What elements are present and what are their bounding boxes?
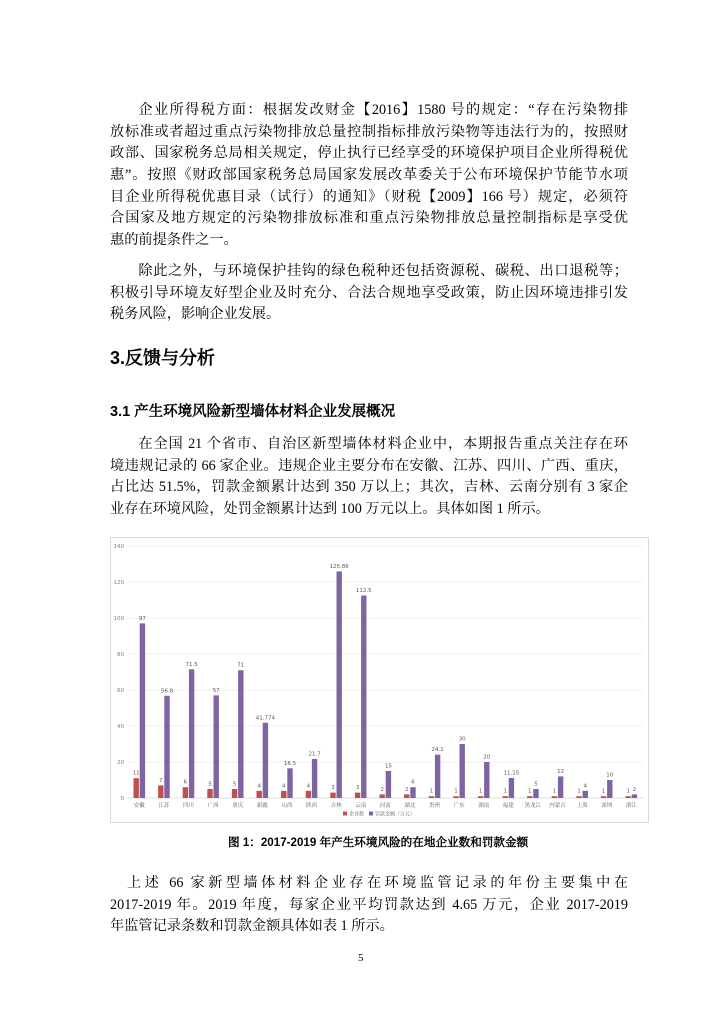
data-label-count: 1: [552, 788, 557, 795]
paragraph-line: 惠的前提条件之一。: [110, 232, 238, 249]
legend-label: 罚款金额（万元）: [375, 811, 416, 818]
x-tick-label: 黑龙江: [524, 803, 542, 809]
bar-enterprise-count: [183, 787, 188, 798]
data-label-count: 4: [257, 783, 261, 790]
paragraph-line: 占比达 51.5%，罚款金额累计达到 350 万以上；其次，吉林、云南分别有 3 家企: [110, 479, 628, 496]
legend-label: 企业数: [349, 811, 365, 818]
paragraph-income-tax: [110, 100, 628, 252]
y-tick-label: 140: [113, 544, 124, 550]
data-label-fine: 10: [606, 772, 614, 779]
bar-enterprise-count: [527, 796, 532, 798]
bar-enterprise-count: [453, 796, 458, 798]
bar-enterprise-count: [404, 794, 409, 798]
bar-enterprise-count: [330, 793, 335, 798]
data-label-fine: 24.1: [431, 747, 444, 754]
data-label-fine: 125.86: [329, 563, 349, 570]
paragraph-line: 2017-2019 年。2019 年度，每家企业平均罚款达到 4.65 万元，企业 2017-2019: [110, 896, 628, 913]
bar-enterprise-count: [257, 791, 262, 798]
bar-fine-amount: [509, 778, 514, 798]
bar-fine-amount: [361, 596, 366, 799]
paragraph-line: 政部、国家税务总局相关规定，停止执行已经享受的环境保护项目企业所得税优: [110, 145, 628, 162]
data-label-fine: 16.5: [283, 760, 297, 767]
paragraph-line: 积极引导环境友好型企业及时充分、合法合规地享受政策，防止因环境违排引发: [110, 284, 628, 301]
x-tick-label: 吉林: [330, 803, 342, 809]
bar-fine-amount: [435, 755, 440, 798]
paragraph-line: 业存在环境风险，处罚金额累计达到 100 万元以上。具体如图 1 所示。: [110, 501, 550, 518]
y-tick-label: 40: [117, 724, 124, 730]
y-tick-label: 20: [117, 760, 124, 766]
paragraph-green-tax: [110, 261, 628, 326]
bar-fine-amount: [164, 696, 169, 798]
bar-enterprise-count: [158, 785, 163, 798]
data-label-fine: 97: [138, 615, 146, 622]
data-label-count: 5: [232, 781, 237, 788]
data-label-count: 1: [601, 788, 606, 795]
x-tick-label: 陕西: [305, 803, 318, 809]
data-label-count: 1: [626, 788, 630, 795]
x-tick-label: 重庆: [232, 803, 244, 809]
data-label-count: 1: [503, 788, 507, 795]
x-tick-label: 湖北: [404, 803, 416, 809]
bar-fine-amount: [460, 744, 465, 798]
bar-fine-amount: [214, 695, 219, 798]
figure-caption: 图 1：2017-2019 年产生环境风险的在地企业数和罚款金额: [228, 836, 529, 849]
paragraph-line: 税务风险，影响企业发展。: [110, 306, 281, 323]
bar-enterprise-count: [576, 796, 581, 798]
x-tick-label: 云南: [355, 803, 367, 809]
bar-enterprise-count: [355, 793, 360, 798]
bar-enterprise-count: [552, 796, 557, 798]
data-label-fine: 5: [534, 781, 538, 788]
bar-fine-amount: [583, 791, 588, 798]
y-tick-label: 120: [113, 580, 124, 586]
data-label-count: 3: [331, 785, 335, 792]
paragraph-line: 惠”。按照《财政部国家税务总局国家发展改革委关于公布环境保护节能节水项: [110, 167, 628, 184]
bar-chart: [111, 538, 648, 822]
x-tick-label: 山西: [281, 803, 293, 809]
y-tick-label: 60: [117, 688, 124, 694]
bar-fine-amount: [533, 789, 538, 798]
subsection-heading: 3.1 产生环境风险新型墙体材料企业发展概况: [110, 404, 396, 420]
bar-fine-amount: [632, 794, 637, 798]
data-label-fine: 71.5: [185, 661, 198, 668]
bar-fine-amount: [607, 780, 612, 798]
data-label-count: 6: [183, 779, 188, 786]
data-label-count: 1: [454, 788, 458, 795]
bar-enterprise-count: [306, 791, 311, 798]
paragraph-line: 上述 66 家新型墙体材料企业存在环境监管记录的年份主要集中在: [127, 875, 628, 891]
data-label-fine: 12: [557, 768, 565, 775]
data-label-count: 5: [208, 781, 212, 788]
section-heading: 3.反馈与分析: [110, 348, 216, 368]
bar-enterprise-count: [429, 796, 434, 798]
bar-fine-amount: [410, 787, 415, 798]
data-label-fine: 112.5: [355, 588, 372, 594]
bar-enterprise-count: [503, 796, 508, 798]
y-tick-label: 0: [120, 796, 124, 802]
x-tick-label: 福建: [502, 803, 514, 809]
bar-enterprise-count: [380, 794, 385, 798]
x-tick-label: 深圳: [601, 803, 613, 809]
x-tick-label: 广西: [207, 803, 219, 809]
y-tick-label: 100: [113, 616, 124, 622]
data-label-fine: 41.774: [255, 715, 276, 722]
x-tick-label: 四川: [182, 803, 195, 809]
bar-fine-amount: [484, 762, 489, 798]
paragraph-summary: [110, 873, 628, 938]
data-label-fine: 21.7: [308, 751, 321, 758]
data-label-fine: 30: [458, 736, 466, 743]
paragraph-line: 目企业所得税优惠目录（试行）的通知》（财税【2009】166 号）规定，必须符: [110, 188, 628, 205]
paragraph-line: 放标准或者超过重点污染物排放总量控制指标排放污染物等违法行为的，按照财: [110, 123, 628, 140]
data-label-fine: 15: [384, 763, 392, 770]
x-tick-label: 河南: [379, 803, 391, 809]
data-label-count: 2: [380, 786, 384, 793]
x-tick-label: 广东: [453, 803, 465, 809]
paragraph-line: 年监管记录条数和罚款金额具体如表 1 所示。: [110, 918, 394, 935]
bar-enterprise-count: [478, 796, 483, 798]
legend-swatch: [343, 812, 347, 816]
bar-enterprise-count: [281, 791, 286, 798]
data-label-count: 7: [159, 777, 163, 784]
bar-enterprise-count: [626, 796, 631, 798]
data-label-count: 3: [355, 785, 360, 792]
bar-fine-amount: [263, 723, 268, 798]
legend-swatch: [369, 812, 373, 816]
bar-enterprise-count: [601, 796, 606, 798]
bar-fine-amount: [140, 623, 145, 798]
x-tick-label: 浙江: [625, 803, 637, 809]
bar-fine-amount: [337, 571, 342, 798]
paragraph-line: 企业所得税方面：根据发改财金【2016】1580 号的规定：“存在污染物排: [138, 102, 628, 118]
x-tick-label: 新疆: [256, 803, 268, 809]
data-label-count: 1: [429, 788, 434, 795]
bar-enterprise-count: [134, 778, 139, 798]
data-label-fine: 56.8: [160, 688, 174, 695]
data-label-fine: 71: [237, 662, 245, 669]
paragraph-line: 除此之外，与环境保护挂钩的绿色税种还包括资源税、碳税、出口退税等；: [138, 263, 628, 279]
bar-fine-amount: [386, 771, 391, 798]
paragraph-line: 合国家及地方规定的污染物排放标准和重点污染物排放总量控制指标是享受优: [110, 210, 628, 227]
bar-enterprise-count: [232, 789, 237, 798]
data-label-fine: 20: [483, 754, 491, 761]
paragraph-overview: [110, 434, 628, 521]
data-label-fine: 11.15: [503, 770, 520, 777]
x-tick-label: 安徽: [133, 803, 145, 809]
x-tick-label: 江苏: [158, 803, 170, 809]
data-label-count: 1: [478, 788, 483, 795]
data-label-count: 4: [282, 783, 286, 790]
bar-fine-amount: [189, 669, 194, 798]
bar-fine-amount: [287, 768, 292, 798]
x-tick-label: 上海: [576, 803, 588, 809]
bar-fine-amount: [558, 776, 563, 798]
y-tick-label: 80: [117, 652, 124, 658]
data-label-fine: 57: [212, 687, 220, 694]
data-label-fine: 2: [632, 786, 637, 793]
chart-svg: [111, 538, 648, 822]
bar-enterprise-count: [207, 789, 212, 798]
x-tick-label: 湖南: [478, 803, 490, 809]
page-number: 5: [358, 952, 364, 964]
data-label-fine: 6: [411, 779, 415, 786]
x-tick-label: 贵州: [428, 803, 441, 809]
bar-fine-amount: [238, 670, 243, 798]
data-label-count: 1: [577, 788, 581, 795]
data-label-count: 2: [405, 786, 409, 793]
data-label-count: 11: [132, 770, 140, 777]
data-label-count: 1: [528, 788, 532, 795]
paragraph-line: 境违规记录的 66 家企业。违规企业主要分布在安徽、江苏、四川、广西、重庆，: [110, 457, 628, 474]
data-label-count: 4: [306, 783, 311, 790]
paragraph-line: 在全国 21 个省市、自治区新型墙体材料企业中，本期报告重点关注存在环: [138, 436, 628, 452]
x-tick-label: 内蒙古: [549, 803, 566, 809]
bar-fine-amount: [312, 759, 317, 798]
data-label-fine: 4: [583, 783, 587, 790]
